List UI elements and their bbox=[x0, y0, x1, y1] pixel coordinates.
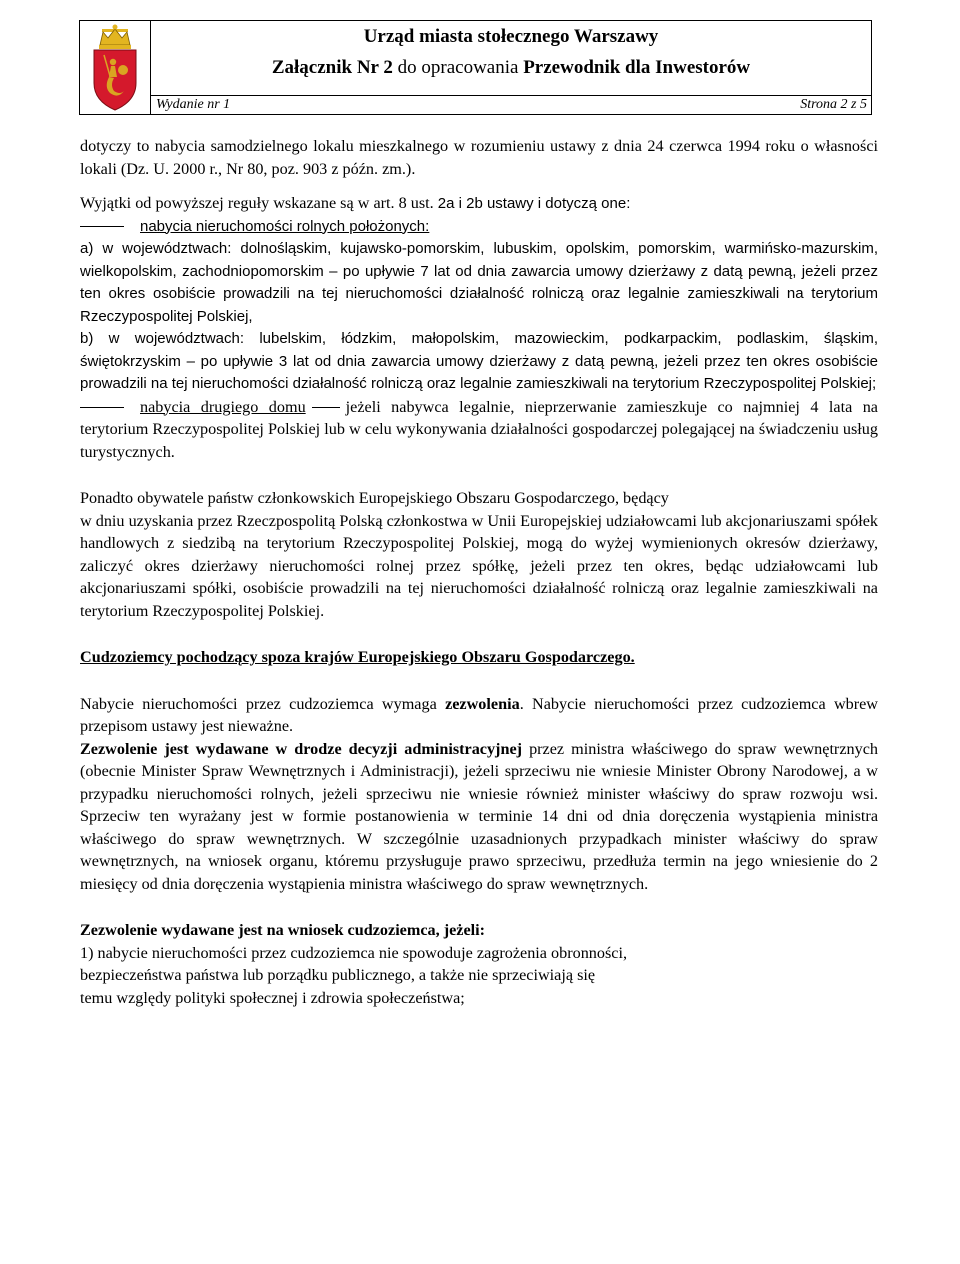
paragraph-exceptions: Wyjątki od powyższej reguły wskazane są w art. 8 ust. 2a i 2b ustawy i dotyczą one: bbox=[80, 194, 631, 212]
header-info-bar bbox=[151, 95, 871, 115]
conditions-heading: Zezwolenie wydawane jest na wniosek cudzoziemca, jeżeli: bbox=[80, 921, 486, 939]
warsaw-coat-of-arms-icon bbox=[80, 21, 151, 114]
list-item-a: a) w województwach: dolnośląskim, kujawsko-pomorskim, lubuskim, opolskim, pomorskim, warmińsko-mazurskim, wielkopolskim, zachodniopomorskim – po upływie 7 lat od dnia zawarcia umowy dzierżawy z datą pewną, jeżeli przez ten okres osobiście prowadzili na tej nieruchomości działalność rolniczą oraz legalnie zamieszkiwali na terytorium Rzeczypospolitej Polskiej, bbox=[80, 240, 878, 325]
office-name: Urząd miasta stołecznego Warszawy bbox=[363, 26, 659, 47]
list-item-b: b) w województwach: lubelskim, łódzkim, małopolskim, mazowieckim, podkarpackim, podlaskim, śląskim, świętokrzyskim – po upływie 3 lat od dnia zawarcia umowy dzierżawy z datą pewną, jeżeli przez ten okres osobiście prowadzili na tej nieruchomości działalność rolniczą oraz legalnie zamieszkiwali na terytorium Rzeczypospolitej Polskiej; bbox=[80, 330, 878, 392]
paragraph-eog-rest: w dniu uzyskania przez Rzeczpospolitą Polską członkostwa w Unii Europejskiej udziałowcami lub akcjonariuszami spółek handlowych z siedzibą na terytorium Rzeczypospolitej Polskiej, mogą do wyżej wymienionych okresów dzierżawy, zaliczyć okres dzierżawy nieruchomości rolnej przez spółkę, jeżeli przez ten okres, będąc udziałowcami lub akcjonariuszami spółki, osobiście prowadzili na tej nieruchomości działalność rolniczą oraz legalnie zamieszkiwali na terytorium Rzeczypospolitej Polskiej. bbox=[80, 511, 878, 620]
edition-label: Wydanie nr 1 bbox=[156, 97, 231, 112]
dash-separator bbox=[312, 407, 340, 408]
list-item-second-home: nabycia drugiego domu jeżeli nabywca legalnie, nieprzerwanie zamieszkuje co najmniej 4 lata na terytorium Rzeczypospolitej Polskiej lub w celu wykonywania działalności gospodarczej polegającej na świadczeniu usług turystycznych. bbox=[80, 397, 878, 461]
paragraph-permit-required: Nabycie nieruchomości przez cudzoziemca wymaga zezwolenia. Nabycie nieruchomości przez cudzoziemca wbrew przepisom ustawy jest nieważne. bbox=[80, 694, 878, 735]
attachment-title: Załącznik Nr 2 do opracowania Przewodnik dla Inwestorów bbox=[271, 57, 751, 78]
document-body bbox=[80, 135, 878, 1009]
list-item-agricultural: nabycia nieruchomości rolnych położonych: bbox=[80, 216, 878, 239]
condition-1-line1: 1) nabycie nieruchomości przez cudzoziemca nie spowoduje zagrożenia obronności, bbox=[80, 943, 627, 962]
condition-1-line3: temu względy polityki społecznej i zdrowia społeczeństwa; bbox=[80, 988, 465, 1007]
document-header bbox=[79, 20, 872, 115]
paragraph-eog-line1: Ponadto obywatele państw członkowskich Europejskiego Obszaru Gospodarczego, będący bbox=[80, 489, 669, 507]
condition-1-line2: bezpieczeństwa państwa lub porządku publicznego, a także nie sprzeciwiają się bbox=[80, 966, 596, 984]
paragraph-permit-decision: Zezwolenie jest wydawane w drodze decyzji administracyjnej przez ministra właściwego do spraw wewnętrznych (obecnie Minister Spraw Wewnętrznych i Administracji), jeżeli sprzeciwu nie wniesie Minister Obrony Narodowej, a w przypadku nieruchomości rolnych, jeżeli sprzeciwu nie wniesie również minister właściwy do spraw rozwoju wsi. Sprzeciw ten wyrażany jest w formie postanowienia w terminie 14 dni od dnia doręczenia wystąpienia ministra właściwego do spraw wewnętrznych. W szczególnie uzasadnionych przypadkach minister właściwy do spraw wewnętrznych, na wniosek organu, któremu przysługuje prawo sprzeciwu, przedłuża termin na jego wniesienie do 2 miesięcy od dnia doręczenia wystąpienia ministra właściwego do spraw wewnętrznych. bbox=[80, 739, 878, 893]
header-title-block bbox=[151, 21, 871, 95]
section-heading: Cudzoziemcy pochodzący spoza krajów Europejskiego Obszaru Gospodarczego. bbox=[80, 648, 635, 666]
dash-bullet bbox=[80, 407, 124, 408]
dash-bullet bbox=[80, 226, 124, 227]
paragraph-lokal: dotyczy to nabycia samodzielnego lokalu mieszkalnego w rozumieniu ustawy z dnia 24 czerwca 1994 roku o własności lokali (Dz. U. 2000 r., Nr 80, poz. 903 z późn. zm.). bbox=[80, 137, 878, 178]
page-number: Strona 2 z 5 bbox=[800, 97, 867, 112]
